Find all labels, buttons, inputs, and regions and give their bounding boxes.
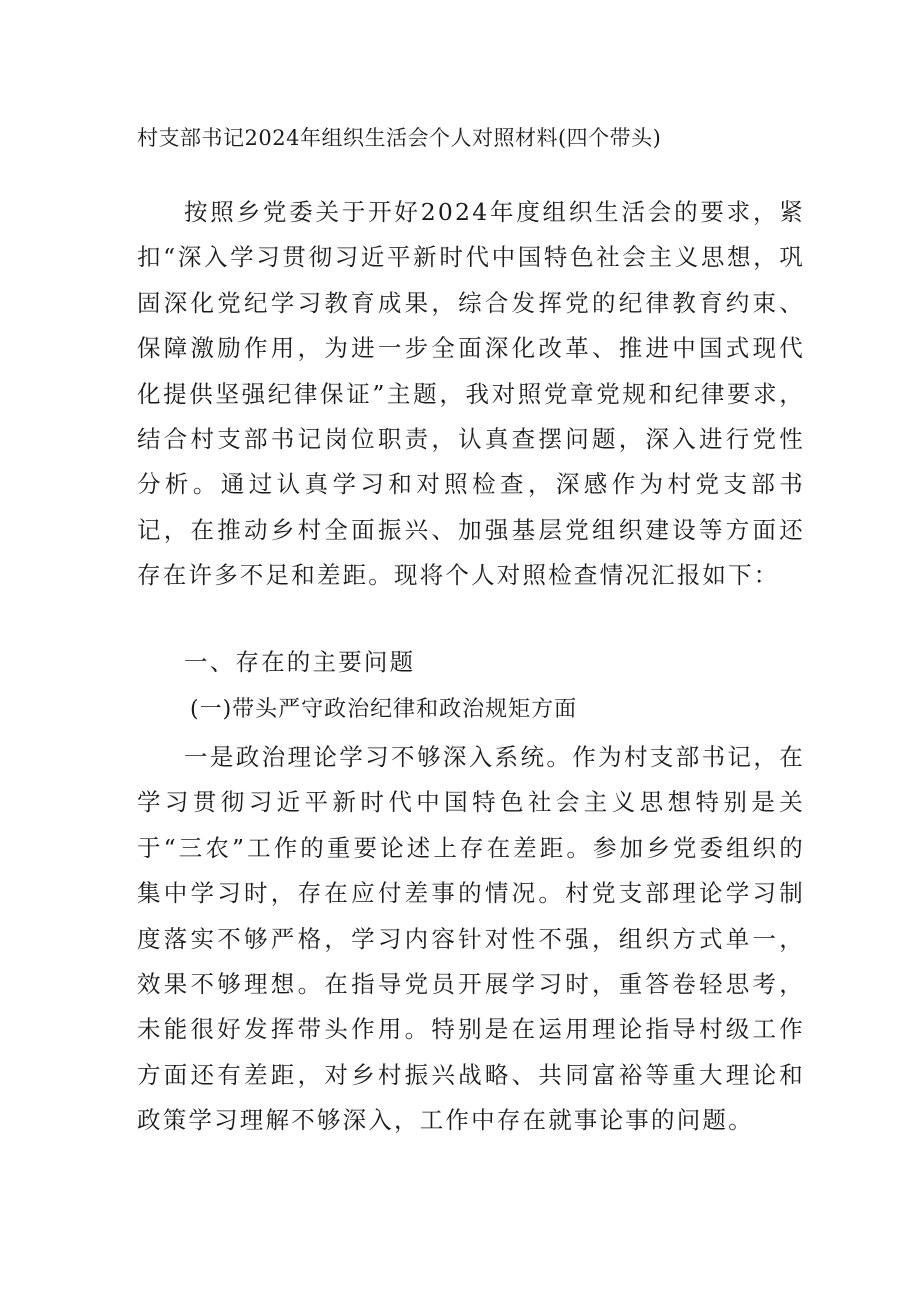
section-heading: 一、存在的主要问题 xyxy=(184,648,416,676)
intro-paragraph: 按照乡党委关于开好2024年度组织生活会的要求，紧扣“深入学习贯彻习近平新时代中国特色社会主义思想，巩固深化党纪学习教育成果，综合发挥党的纪律教育约束、保障激励作用，为进一步全面深化改革、推进中国式现代化提供坚强纪律保证”主题，我对照党章党规和纪律要求，结合村支部书记岗位职责，认真查摆问题，深入进行党性分析。通过认真学习和对照检查，深感作为村党支部书记，在推动乡村全面振兴、加强基层党组织建设等方面还存在许多不足和差距。现将个人对照检查情况汇报如下： xyxy=(137,198,805,590)
document-title: 村支部书记2024年组织生活会个人对照材料(四个带头) xyxy=(137,126,662,150)
body-paragraph: 一是政治理论学习不够深入系统。作为村支部书记，在学习贯彻习近平新时代中国特色社会主义思想特别是关于“三农”工作的重要论述上存在差距。参加乡党委组织的集中学习时，存在应付差事的情况。村党支部理论学习制度落实不够严格，学习内容针对性不强，组织方式单一，效果不够理想。在指导党员开展学习时，重答卷轻思考，未能很好发挥带头作用。特别是在运用理论指导村级工作方面还有差距，对乡村振兴战略、共同富裕等重大理论和政策学习理解不够深入，工作中存在就事论事的问题。 xyxy=(137,743,805,1135)
subsection-heading: (一)带头严守政治纪律和政治规矩方面 xyxy=(190,697,578,722)
